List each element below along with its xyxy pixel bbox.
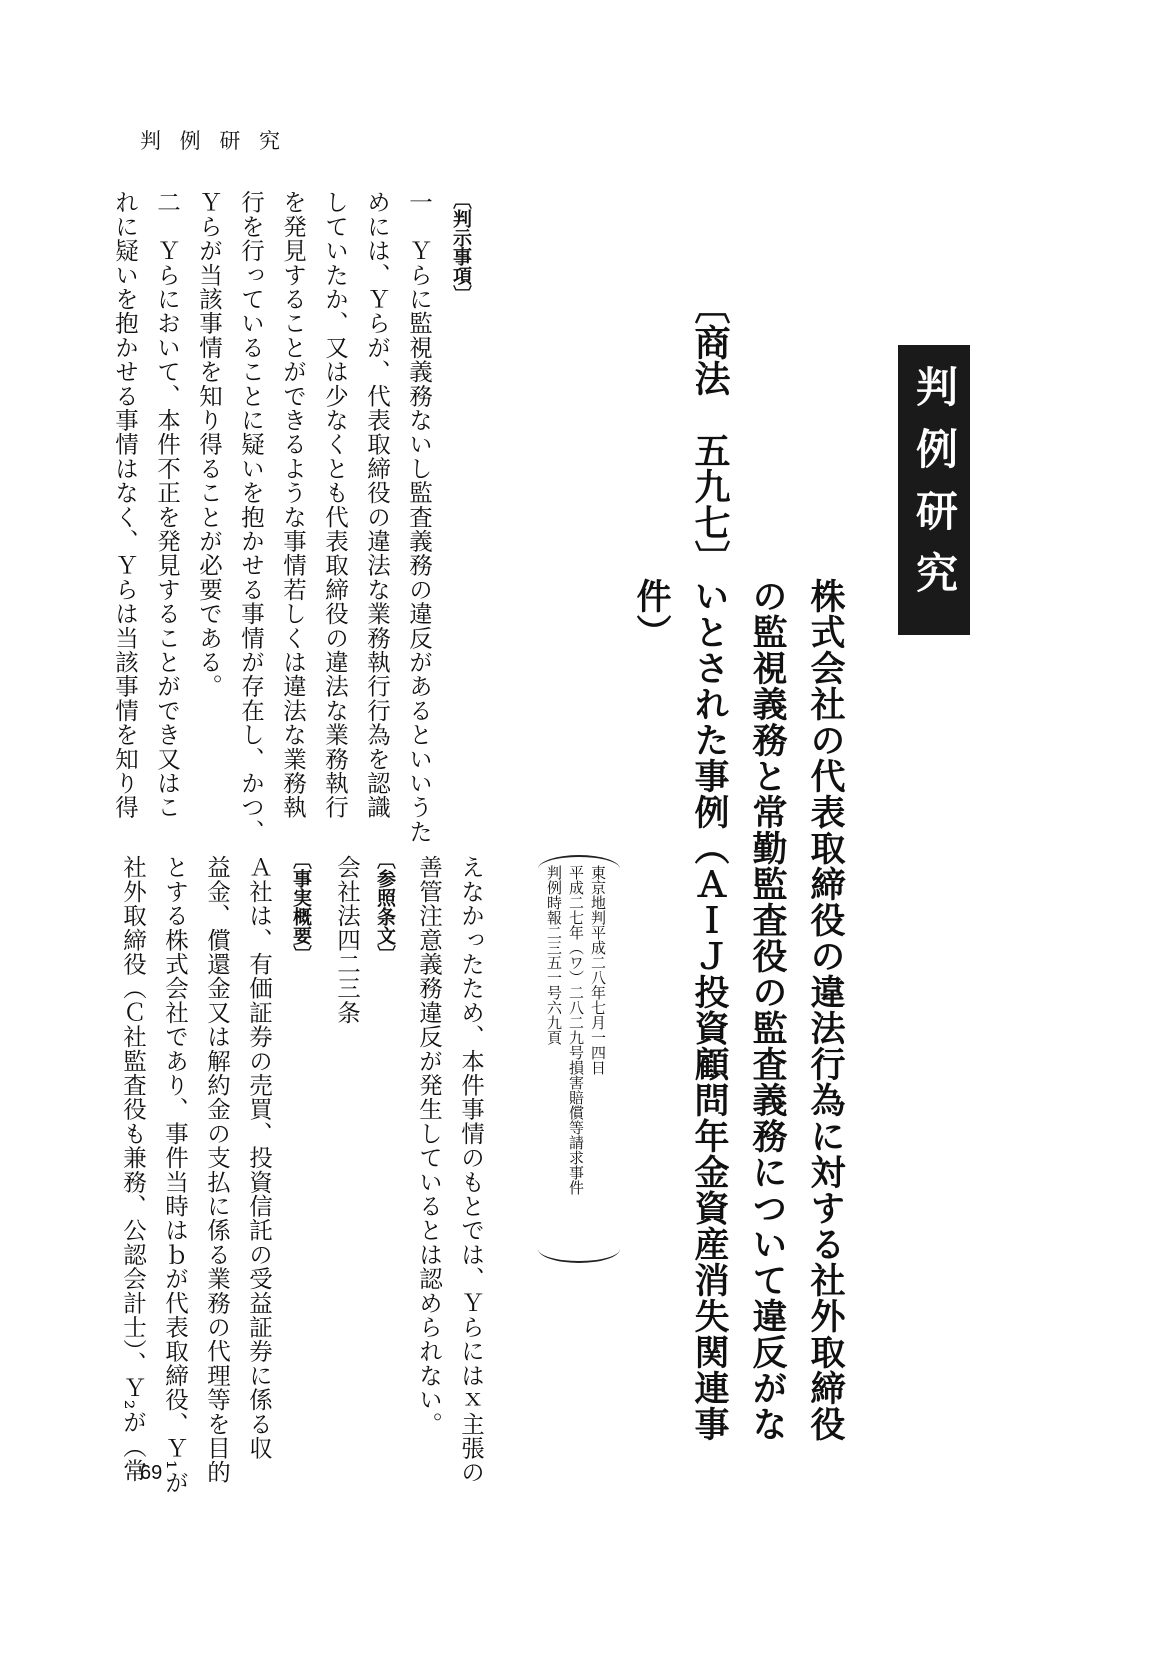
facts-line-4: 社外取締役（Ｃ社監査役も兼務、公認会計士）、Ｙ₂が（常 <box>119 855 147 1483</box>
title-line-1: 株式会社の代表取締役の違法行為に対する社外取締役 <box>805 578 846 1442</box>
running-head: 判 例 研 究 <box>140 129 287 153</box>
facts-line-1: Ａ社は、有価証券の売買、投資信託の受益証券に係る収 <box>245 855 273 1460</box>
section-label: 判例研究 <box>910 365 959 613</box>
page-number: 69 <box>140 1462 163 1484</box>
holding-cont-line-2: 善管注意義務違反が発生しているとは認められない。 <box>415 855 443 1436</box>
holding-line-5: 行を行っていることに疑いを抱かせる事情が存在し、かつ、 <box>237 190 265 844</box>
title-line-3: いとされた事例（ＡＩＪ投資顧問年金資産消失関連事 <box>689 578 730 1442</box>
holding-line-2: めには、Ｙらが、代表取締役の違法な業務執行行為を認識 <box>363 190 391 820</box>
title-line-4: 件） <box>631 578 672 650</box>
holding-line-1: 一 Ｙらに監視義務ないし監査義務の違反があるといいうた <box>405 190 433 844</box>
reference-text: 会社法四二三条 <box>333 855 361 1025</box>
facts-line-2: 益金、償還金又は解約金の支払に係る業務の代理等を目的 <box>203 855 231 1485</box>
citation-line-1: 東京地判平成二八年七月一四日 <box>589 865 607 1075</box>
holding-heading: 〔判示事項〕 <box>450 190 472 304</box>
reference-heading: 〔参照条文〕 <box>374 850 396 964</box>
holding-line-4: を発見することができるような事情若しくは違法な業務執 <box>279 190 307 820</box>
holding-cont-line-1: えなかったため、本件事情のもとでは、Ｙらにはｘ主張の <box>457 855 485 1485</box>
holding-line-8: れに疑いを抱かせる事情はなく、Ｙらは当該事情を知り得 <box>111 190 139 820</box>
citation-line-3: 判例時報二三五一号六九頁 <box>545 865 563 1045</box>
facts-heading: 〔事実概要〕 <box>290 850 312 964</box>
citation-line-2: 平成二七年（ワ）二八二九号損害賠償等請求事件 <box>567 865 585 1195</box>
holding-line-6: Ｙらが当該事情を知り得ることが必要である。 <box>195 190 223 699</box>
title-line-2: の監視義務と常勤監査役の監査義務について違反がな <box>747 578 788 1442</box>
holding-line-7: 二 Ｙらにおいて、本件不正を発見することができ又はこ <box>153 190 181 820</box>
category: 〔商法 五九七〕 <box>689 288 731 576</box>
holding-line-3: していたか、又は少なくとも代表取締役の違法な業務執行 <box>321 190 349 820</box>
facts-line-3: とする株式会社であり、事件当時はｂが代表取締役、Ｙ₁が <box>161 855 189 1495</box>
